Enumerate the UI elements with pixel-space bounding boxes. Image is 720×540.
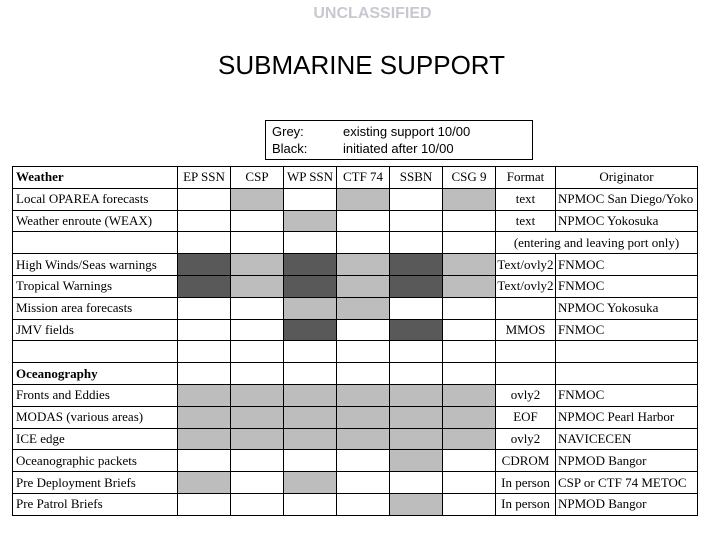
row-format: EOF (496, 406, 556, 428)
support-cell-empty (443, 232, 496, 254)
row-label: Tropical Warnings (13, 275, 178, 297)
column-header: CSP (231, 167, 284, 189)
row-originator: NPMOC San Diego/Yoko (556, 188, 698, 210)
page-title: SUBMARINE SUPPORT (217, 50, 505, 80)
support-cell-new (284, 254, 337, 276)
row-format: Text/ovly2 (496, 275, 556, 297)
row-label: Mission area forecasts (13, 297, 178, 319)
legend-box (265, 120, 533, 160)
support-cell-empty (284, 341, 337, 363)
support-cell-existing (443, 428, 496, 450)
support-cell-existing (390, 384, 443, 406)
row-originator: NPMOD Bangor (556, 450, 698, 472)
support-cell-existing (337, 254, 390, 276)
column-header: EP SSN (178, 167, 231, 189)
support-cell-empty (443, 341, 496, 363)
row-label: Pre Deployment Briefs (13, 472, 178, 494)
row-format: text (496, 210, 556, 232)
support-cell-existing (337, 406, 390, 428)
legend-key: Grey: (272, 124, 304, 139)
table-row (13, 254, 698, 276)
support-cell-empty (178, 210, 231, 232)
support-cell-empty (390, 232, 443, 254)
table-row (13, 384, 698, 406)
support-cell-empty (231, 450, 284, 472)
support-cell-empty (231, 363, 284, 385)
support-cell-empty (337, 232, 390, 254)
section-row (13, 363, 698, 385)
row-format: In person (496, 493, 556, 515)
table-row (13, 428, 698, 450)
support-cell-existing (337, 428, 390, 450)
support-cell-empty (443, 450, 496, 472)
support-cell-empty (390, 297, 443, 319)
support-cell-existing (390, 428, 443, 450)
support-cell-empty (178, 188, 231, 210)
column-header: SSBN (390, 167, 443, 189)
support-cell-empty (178, 297, 231, 319)
row-label: Weather enroute (WEAX) (13, 210, 178, 232)
support-cell-empty (231, 232, 284, 254)
row-format (496, 297, 556, 319)
support-cell-empty (231, 472, 284, 494)
row-originator: NPMOD Bangor (556, 493, 698, 515)
support-cell-empty (284, 363, 337, 385)
support-cell-existing (390, 493, 443, 515)
row-originator (556, 341, 698, 363)
classification-banner: UNCLASSIFIED (313, 5, 432, 22)
support-cell-empty (390, 363, 443, 385)
section-header-weather: Weather (13, 167, 178, 189)
row-originator: FNMOC (556, 319, 698, 341)
support-cell-empty (178, 493, 231, 515)
table-row (13, 450, 698, 472)
support-cell-existing (231, 428, 284, 450)
support-cell-empty (443, 210, 496, 232)
support-cell-empty (390, 472, 443, 494)
support-cell-empty (231, 493, 284, 515)
support-cell-existing (284, 297, 337, 319)
row-originator: CSP or CTF 74 METOC (556, 472, 698, 494)
table-row (13, 341, 698, 363)
legend-key: Black: (272, 141, 308, 156)
row-format: text (496, 188, 556, 210)
row-format: In person (496, 472, 556, 494)
table-row (13, 275, 698, 297)
support-cell-empty (337, 450, 390, 472)
column-header: CTF 74 (337, 167, 390, 189)
support-cell-empty (178, 341, 231, 363)
support-cell-existing (337, 275, 390, 297)
table-row (13, 406, 698, 428)
row-label: High Winds/Seas warnings (13, 254, 178, 276)
support-cell-new (178, 275, 231, 297)
row-format: Text/ovly2 (496, 254, 556, 276)
row-label: JMV fields (13, 319, 178, 341)
row-label: MODAS (various areas) (13, 406, 178, 428)
row-label: Pre Patrol Briefs (13, 493, 178, 515)
support-cell-empty (443, 363, 496, 385)
support-cell-empty (390, 341, 443, 363)
support-cell-empty (443, 472, 496, 494)
row-label (13, 341, 178, 363)
support-cell-empty (284, 450, 337, 472)
table-row (13, 232, 698, 254)
support-cell-new (390, 254, 443, 276)
support-cell-existing (443, 254, 496, 276)
support-cell-empty (178, 450, 231, 472)
support-cell-empty (443, 493, 496, 515)
support-cell-empty (231, 297, 284, 319)
support-cell-existing (337, 297, 390, 319)
column-header: CSG 9 (443, 167, 496, 189)
support-cell-empty (443, 319, 496, 341)
support-cell-existing (443, 406, 496, 428)
support-cell-empty (284, 493, 337, 515)
support-cell-empty (337, 319, 390, 341)
support-cell-empty (390, 188, 443, 210)
column-header-format: Format (496, 167, 556, 189)
table-row (13, 210, 698, 232)
support-table (12, 166, 698, 516)
support-cell-existing (178, 384, 231, 406)
row-originator: FNMOC (556, 384, 698, 406)
support-cell-existing (284, 428, 337, 450)
row-originator: FNMOC (556, 254, 698, 276)
support-cell-existing (337, 188, 390, 210)
column-header: WP SSN (284, 167, 337, 189)
support-cell-existing (284, 472, 337, 494)
row-label (13, 232, 178, 254)
row-originator: NAVICECEN (556, 428, 698, 450)
support-cell-existing (390, 406, 443, 428)
row-label: Oceanography (13, 363, 178, 385)
row-label: ICE edge (13, 428, 178, 450)
support-cell-new (390, 319, 443, 341)
support-cell-existing (178, 428, 231, 450)
table-header-row (13, 167, 698, 189)
support-cell-existing (231, 384, 284, 406)
support-cell-empty (337, 363, 390, 385)
support-cell-existing (443, 188, 496, 210)
support-cell-empty (337, 341, 390, 363)
support-cell-empty (443, 297, 496, 319)
support-cell-existing (443, 275, 496, 297)
support-cell-empty (231, 210, 284, 232)
row-format: ovly2 (496, 384, 556, 406)
row-format (496, 363, 556, 385)
row-label: Oceanographic packets (13, 450, 178, 472)
support-cell-existing (231, 406, 284, 428)
row-originator: NPMOC Yokosuka (556, 210, 698, 232)
support-cell-existing (231, 188, 284, 210)
support-cell-empty (337, 210, 390, 232)
legend-value: existing support 10/00 (343, 124, 471, 139)
row-label: Fronts and Eddies (13, 384, 178, 406)
support-cell-empty (337, 472, 390, 494)
support-cell-existing (231, 275, 284, 297)
table-row (13, 297, 698, 319)
support-cell-empty (284, 232, 337, 254)
support-cell-empty (178, 363, 231, 385)
row-note: (entering and leaving port only) (496, 232, 698, 254)
support-cell-empty (178, 232, 231, 254)
table-row (13, 319, 698, 341)
support-cell-new (284, 275, 337, 297)
row-format: CDROM (496, 450, 556, 472)
support-cell-existing (231, 254, 284, 276)
support-cell-new (390, 275, 443, 297)
row-originator (556, 363, 698, 385)
support-cell-existing (443, 384, 496, 406)
support-cell-existing (284, 210, 337, 232)
legend-value: initiated after 10/00 (343, 141, 454, 156)
table-row (13, 188, 698, 210)
support-cell-new (284, 319, 337, 341)
support-cell-existing (390, 450, 443, 472)
support-cell-existing (284, 384, 337, 406)
table-row (13, 493, 698, 515)
row-originator: NPMOC Yokosuka (556, 297, 698, 319)
row-format (496, 341, 556, 363)
support-cell-empty (390, 210, 443, 232)
support-cell-empty (284, 188, 337, 210)
support-cell-empty (337, 493, 390, 515)
support-cell-empty (178, 319, 231, 341)
row-originator: NPMOC Pearl Harbor (556, 406, 698, 428)
row-format: ovly2 (496, 428, 556, 450)
support-cell-empty (231, 319, 284, 341)
column-header-originator: Originator (556, 167, 698, 189)
row-originator: FNMOC (556, 275, 698, 297)
support-cell-existing (337, 384, 390, 406)
row-format: MMOS (496, 319, 556, 341)
support-cell-new (178, 254, 231, 276)
row-label: Local OPAREA forecasts (13, 188, 178, 210)
support-cell-existing (178, 406, 231, 428)
table-row (13, 472, 698, 494)
support-cell-empty (231, 341, 284, 363)
support-cell-existing (178, 472, 231, 494)
support-cell-existing (284, 406, 337, 428)
